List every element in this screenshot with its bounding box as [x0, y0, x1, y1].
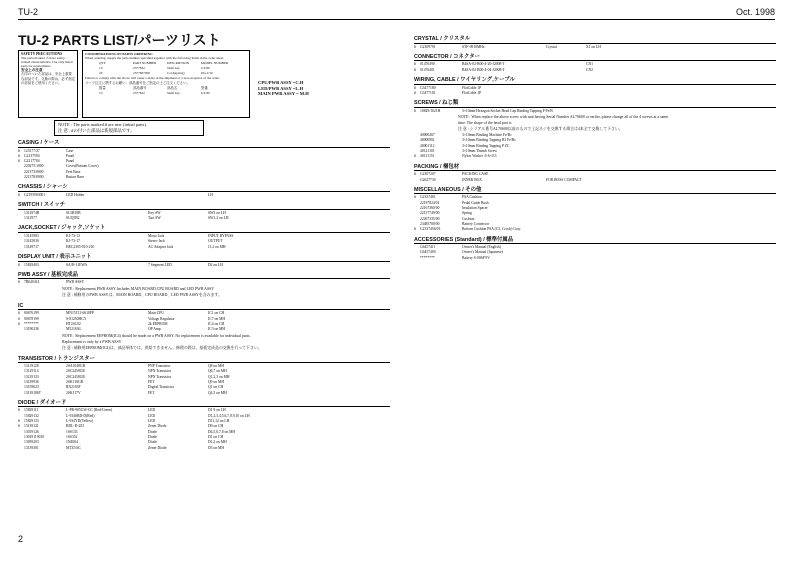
ord-cell: 10	[99, 90, 103, 95]
parts-cell: FOR BOSS COMPACT	[546, 177, 582, 182]
parts-cell: RDL-D-2EI	[66, 424, 84, 429]
parts-cell: ********	[420, 255, 435, 260]
section-gap	[18, 396, 390, 398]
parts-cell: 40001112	[420, 143, 435, 148]
section-heading: TRANSISTOR / トランジスター	[18, 356, 390, 364]
parts-cell: SA39-11EWA	[66, 262, 88, 267]
parts-cell: 15829132	[24, 413, 39, 418]
parts-cell: Spring	[462, 211, 472, 216]
parts-cell: 2SC2458GR	[66, 369, 85, 374]
section-gap	[18, 352, 390, 354]
ordering-example-jp	[99, 91, 247, 95]
parts-row	[18, 446, 390, 451]
parts-cell: Digital Transistor	[148, 385, 174, 390]
parts-row	[18, 263, 390, 268]
safety-heading: SAFETY PRECAUTIONS	[21, 52, 63, 56]
parts-cell: IC1 on CH	[208, 311, 225, 316]
parts-cell: LED	[148, 413, 156, 418]
left-parts-list	[18, 140, 390, 453]
parts-cell: 40000901	[420, 138, 435, 143]
section-note-jp: 注 意 : 補修用のPWB ASSYは、MAIN BOARD、CPU BOARD、LED PWB ASSYを含みます。	[62, 292, 222, 297]
parts-cell: G2195903001	[24, 192, 46, 197]
parts-cell: Mono Jack	[148, 234, 165, 239]
parts-row	[414, 91, 776, 96]
parts-cell: 2SK118GR	[66, 379, 84, 384]
ord-cell: 2377632	[133, 66, 145, 71]
parts-cell: LED	[148, 419, 156, 424]
parts-cell: Panel	[66, 159, 75, 164]
parts-cell: Bottom Cushion PSA (C5, Crock) Gray	[462, 227, 521, 232]
parts-cell: G3477180	[420, 85, 436, 90]
parts-cell: MN15151-6610FP	[66, 311, 94, 316]
ord-cell: GT-80	[201, 66, 210, 71]
parts-cell: #	[18, 148, 20, 153]
parts-cell: Voltage Regulator	[148, 316, 175, 321]
section-note-en: NOTE : When replace the above screw with unit having Serial Number AL70600 or earlier, please change all of the 4 screws at a same	[458, 115, 669, 120]
ordering-cols-jp	[99, 86, 247, 90]
parts-cell: NPN Transistor	[148, 374, 172, 379]
section-gap	[18, 250, 390, 252]
parts-cell: FlatCable 1P	[462, 85, 482, 90]
parts-cell: HT24C02	[66, 321, 81, 326]
notice-jp: 注 意 : #の付いた部品は新規部品です。	[58, 128, 135, 133]
parts-cell: 15829133	[24, 419, 39, 424]
section-note-en: NOTE : Replacement EEPROM(IC4) should be made on a PWB ASSY. No replacement is available for individual parts.	[62, 333, 251, 338]
parts-cell: Key SW	[148, 210, 161, 215]
parts-cell: 2SC2458GR	[66, 374, 85, 379]
section-gap	[414, 73, 776, 75]
parts-cell: G2307207	[420, 172, 436, 177]
parts-cell: Insulation Spacer	[462, 206, 488, 211]
parts-cell: 13039203	[24, 440, 39, 445]
parts-cell: 15829111	[24, 408, 39, 413]
parts-cell: AC Adaptor Jack	[148, 244, 174, 249]
parts-cell: INPUT BYPASS	[208, 234, 234, 239]
ordering-note-en: Failure to comply with the above will cause a delay in the shipment or a non-reception of the order.	[85, 76, 220, 81]
section-heading: SWITCH / スイッチ	[18, 202, 390, 210]
parts-cell: Feet Base	[66, 169, 81, 174]
parts-cell: Q1,2,3 on MH	[208, 374, 230, 379]
parts-cell: #	[414, 62, 416, 67]
parts-cell: MTZ5.6C	[66, 445, 81, 450]
assy-line: CPU/PWB ASSY =C.H	[258, 80, 304, 85]
parts-cell: IC3 on MH	[208, 327, 226, 332]
parts-cell: Cover(Bottom Cover)	[66, 164, 99, 169]
parts-cell: 2SA1048GR	[66, 364, 86, 369]
parts-row	[414, 227, 776, 232]
section-gap	[414, 183, 776, 185]
parts-cell: #	[18, 419, 20, 424]
header-date: Oct. 1998	[735, 7, 775, 17]
section-heading: CHASSIS / シャーシ	[18, 184, 390, 192]
safety-text-jp: ⚠印のついた部品は、安全上重要な部品です。交換の際は、必ず指定の部品をご使用ください。	[21, 72, 75, 85]
section-heading: ACCESSORIES (Standard) / 標準付属品	[414, 237, 776, 245]
parts-cell: D1,2,3,4,5,6,7,8,9,10 on LH	[208, 413, 250, 418]
parts-cell: D2 on LH	[208, 262, 223, 267]
parts-cell: IC4 on CH	[208, 321, 225, 326]
parts-cell: 13129114	[24, 369, 39, 374]
parts-row	[414, 256, 776, 261]
parts-cell: OP Amp	[148, 327, 161, 332]
ord-cell: 20	[99, 71, 103, 76]
page-title: TU-2 PARTS LIST/パーツリスト	[18, 32, 221, 48]
parts-cell: #	[18, 159, 20, 164]
parts-cell: #	[414, 154, 416, 159]
parts-cell: Stereo Jack	[148, 239, 165, 244]
parts-cell: 2SK117V	[66, 390, 81, 395]
parts-cell: 22167360/00	[420, 206, 440, 211]
parts-cell: 221378/0000	[24, 175, 44, 180]
section-note-en: NOTE : Replacement PWB ASSY Includes MAIN BOARD,CPU BOARD and LED PWB ASSY	[62, 286, 215, 291]
section-heading: CASING / ケース	[18, 140, 390, 148]
ord-cell: GT-80	[201, 90, 210, 95]
ord-col: 型番	[201, 85, 208, 90]
ordering-text-en: When ordering, supply the parts number specified together with the following items in the order sheet.	[85, 56, 225, 61]
parts-cell: 13159623	[24, 385, 39, 390]
parts-cell: Q6,7 on MH	[208, 369, 227, 374]
ord-cell: Shaft key	[167, 90, 180, 95]
parts-cell: #	[18, 262, 20, 267]
parts-cell: STF-0910MHz	[462, 44, 485, 49]
parts-cell: 00678199	[24, 316, 39, 321]
parts-cell: 1312977	[24, 216, 37, 221]
parts-cell: NPN Transistor	[148, 369, 172, 374]
parts-cell: #	[414, 90, 416, 95]
parts-cell: #	[18, 424, 20, 429]
parts-cell: 13145983	[24, 234, 39, 239]
safety-precautions-box	[18, 50, 78, 118]
parts-cell: #	[18, 408, 20, 413]
ord-cell: Cord(spring)	[167, 71, 185, 76]
parts-cell: 221373/0000	[24, 169, 44, 174]
parts-cell: 1312974B	[24, 210, 40, 215]
parts-cell: 1SS352	[66, 434, 78, 439]
ord-col: PART NUMBER	[133, 61, 157, 66]
parts-cell: 40000267	[420, 133, 435, 138]
parts-ordering-box	[82, 50, 250, 118]
parts-cell: 13129133	[24, 374, 39, 379]
parts-cell: Pedal Guide Bush	[462, 200, 489, 205]
ord-col: 数量	[99, 85, 106, 90]
parts-cell: B4SA-02-B00-4-04-J2008-T	[462, 67, 505, 72]
ordering-example2-en	[99, 71, 247, 75]
safety-text-en: The parts marked ⚠ have safety-related characteristics. Use only listed parts for replacement.	[21, 56, 73, 69]
parts-cell: Diode	[148, 440, 158, 445]
parts-cell: D1 9 on LH	[208, 408, 226, 413]
parts-cell: #	[414, 227, 416, 232]
parts-cell: Zener Diode	[148, 424, 167, 429]
parts-cell: 22157749/00	[420, 211, 440, 216]
parts-cell: G3477181	[420, 90, 436, 95]
parts-cell: 13145830	[24, 239, 39, 244]
parts-cell: #	[18, 321, 20, 326]
parts-cell: 15139121	[24, 424, 39, 429]
parts-cell: Battery S-006P 9V	[462, 255, 490, 260]
parts-cell: OUTPUT	[208, 239, 223, 244]
parts-cell: 22197824/01	[420, 200, 440, 205]
parts-cell: LED Holder	[66, 192, 85, 197]
parts-cell: LH	[208, 192, 213, 197]
parts-cell: 2k EEPROM	[148, 321, 168, 326]
parts-cell: SW1,2 on LH	[208, 216, 229, 221]
parts-cell: D11,12 on LH	[208, 419, 230, 424]
ord-cell: 2377607000	[133, 71, 150, 76]
parts-cell: G2137594	[24, 153, 40, 158]
parts-cell: 3×10mm Binding Tapping P ZC	[462, 143, 510, 148]
parts-cell: Panel	[66, 153, 75, 158]
ord-col: 部品番号	[133, 85, 147, 90]
parts-cell: Nylon Washer 3×6×0.3	[462, 154, 497, 159]
parts-cell: 00676199	[24, 311, 39, 316]
parts-cell: CN2	[586, 67, 593, 72]
section-gap	[18, 221, 390, 223]
parts-cell: Q9 on MH	[208, 379, 224, 384]
parts-cell: D9 on CH	[208, 424, 224, 429]
parts-cell: Crystal	[546, 44, 557, 49]
section-heading: JACK,SOCKET / ジャック,ソケット	[18, 225, 390, 233]
parts-cell: Q4,5 on MH	[208, 390, 227, 395]
parts-cell: 40121101	[420, 149, 435, 154]
pwb-assy-legend	[258, 80, 309, 97]
parts-row	[414, 45, 776, 50]
parts-cell: 220275/1000	[24, 164, 44, 169]
parts-cell: FET	[148, 390, 155, 395]
parts-cell: 1N4004	[66, 440, 78, 445]
parts-cell: Q8 on MH	[208, 364, 224, 369]
ord-col: QTY	[99, 61, 106, 66]
parts-row	[414, 68, 776, 73]
ord-cell: 10	[99, 66, 103, 71]
parts-cell: IC7 on MH	[208, 316, 226, 321]
parts-row	[18, 175, 390, 180]
page-header	[18, 6, 775, 20]
parts-row	[18, 327, 390, 332]
section-heading: CRYSTAL / クリスタル	[414, 36, 776, 44]
parts-cell: KJ-73-17	[66, 239, 80, 244]
parts-cell: RN2103F	[66, 385, 81, 390]
parts-cell: 3×10mm Binding Machine Fe/Bc	[462, 133, 512, 138]
section-heading: IC	[18, 303, 390, 311]
parts-cell: 3×10mm Thumb Screw	[462, 149, 497, 154]
parts-row	[18, 280, 390, 285]
section-note-jp: 注 意 : 補修用EEPROM(IC4)は、部品単体では、供給できません。修理の際は、基板完成品の交換を行って下さい。	[62, 345, 262, 350]
section-note-en: Replacement is only by a PWB ASSY	[62, 339, 122, 344]
parts-cell: 7 Segment LED	[148, 262, 172, 267]
parts-cell: G2217704	[24, 159, 40, 164]
section-heading: SCREWS / ねじ類	[414, 100, 776, 108]
parts-cell: FlatCable 1P	[462, 90, 482, 95]
header-model: TU-2	[18, 7, 38, 17]
parts-cell: 13119128	[24, 364, 39, 369]
parts-cell: SU4818B	[66, 210, 81, 215]
parts-cell: G2337461	[420, 195, 436, 200]
parts-cell: D1 on CH	[208, 434, 224, 439]
parts-cell: #	[414, 108, 416, 113]
parts-cell: 23485700/00	[420, 221, 440, 226]
section-note-jp: 注 意 : シリアル番号AL70600以前のもので上記ネジを交換する場合は4本全て交換して下さい。	[458, 127, 623, 132]
section-heading: WIRING, CABLE / ワイヤリング,ケーブル	[414, 77, 776, 85]
parts-cell: Main CPU	[148, 311, 164, 316]
parts-cell: 13019119010	[24, 434, 45, 439]
parts-cell: S-81250HGY	[66, 316, 87, 321]
section-gap	[18, 180, 390, 182]
parts-cell: 13019126	[24, 429, 39, 434]
parts-cell: PSA Cushion	[462, 195, 482, 200]
parts-cell: 10829/1621H	[420, 108, 441, 113]
parts-cell: LED	[148, 408, 156, 413]
section-gap	[414, 233, 776, 235]
parts-row	[18, 391, 390, 396]
parts-row	[414, 178, 776, 183]
top-boxes	[18, 50, 390, 120]
parts-cell: Owner's Manual (Japanese)	[462, 250, 503, 255]
parts-cell: M5218AL	[66, 327, 82, 332]
parts-cell: 123177/27	[24, 148, 40, 153]
parts-cell: 22267335/00	[420, 216, 440, 221]
parts-cell: 13139186T	[24, 390, 42, 395]
ord-col: 部品名	[167, 85, 178, 90]
parts-cell: 7B040414	[24, 280, 40, 285]
section-gap	[414, 160, 776, 162]
parts-row	[18, 216, 390, 221]
ord-cell: Shaft key	[167, 66, 180, 71]
parts-cell: PNP Transistor	[148, 364, 171, 369]
parts-cell: X1 on LH	[586, 44, 601, 49]
parts-row	[18, 193, 390, 198]
parts-cell: L-934YD(Yellow)	[66, 419, 94, 424]
parts-cell: 13149717	[24, 244, 39, 249]
section-note-en: time. The shape of the head part is	[458, 121, 512, 126]
ord-col: DESCRIPTION	[167, 61, 190, 66]
parts-cell: Diode	[148, 429, 158, 434]
parts-cell: #	[414, 67, 416, 72]
parts-cell: Diode	[148, 434, 158, 439]
section-gap	[18, 268, 390, 270]
parts-cell: ********	[24, 321, 39, 326]
parts-cell: #	[414, 44, 416, 49]
parts-cell: G2309791	[420, 44, 436, 49]
parts-cell: 1SS133	[66, 429, 78, 434]
parts-cell: 40131151	[420, 154, 435, 159]
section-heading: DIODE / ダイオード	[18, 400, 390, 408]
assy-line: MAIN PWB ASSY = M.H	[258, 91, 309, 97]
parts-cell: CN1	[586, 62, 593, 67]
parts-cell: B4SA-02-B00-4-20-J2008-T	[462, 62, 505, 67]
parts-cell: 13139301	[24, 445, 39, 450]
parts-cell: Owner's Manual (English)	[462, 245, 501, 250]
parts-cell: #	[414, 195, 416, 200]
ordering-text-jp: パーツ注文に関するお願い：部品番号をご指定の上ご注文ください。	[85, 80, 190, 85]
parts-cell: J1,2 on MH	[208, 244, 226, 249]
section-heading: CONNECTOR / コネクター	[414, 54, 776, 62]
section-heading: DISPLAY UNIT / 表示ユニット	[18, 254, 390, 262]
parts-cell: 01476401	[420, 67, 435, 72]
parts-cell: 13139936	[24, 379, 39, 384]
section-gap	[414, 50, 776, 52]
parts-cell: Battery Connector	[462, 221, 490, 226]
ord-cell: 2377632	[133, 90, 145, 95]
section-gap	[18, 299, 390, 301]
parts-cell: INNER BOX	[462, 177, 482, 182]
parts-row	[18, 245, 390, 250]
parts-row	[414, 154, 776, 159]
right-parts-list	[414, 36, 776, 263]
parts-cell: G6457411	[420, 245, 436, 250]
parts-cell: 01476390	[420, 62, 435, 67]
section-gap	[414, 96, 776, 98]
section-gap	[18, 451, 390, 453]
parts-cell: Cushion	[462, 216, 475, 221]
parts-cell: FET	[148, 379, 155, 384]
section-heading: PACKING / 梱包材	[414, 164, 776, 172]
parts-row	[414, 109, 776, 114]
parts-cell: SW3 on LH	[208, 210, 226, 215]
parts-cell: #	[18, 316, 20, 321]
parts-cell: L-934SRD-D(Red)	[66, 413, 95, 418]
parts-cell: G2627730	[420, 177, 436, 182]
parts-cell: L-PR-905GW-CC (Red/Green)	[66, 408, 113, 413]
parts-cell: #	[18, 280, 20, 285]
parts-cell: Button Base	[66, 175, 85, 180]
ord-cell: DG-C50	[201, 71, 213, 76]
parts-cell: Q1 on CH	[208, 385, 224, 390]
parts-cell: #	[18, 311, 20, 316]
new-parts-notice	[54, 120, 204, 136]
parts-cell: D4,5,6,7,8 on MH	[208, 429, 236, 434]
parts-cell: PWB ASSY	[66, 280, 85, 285]
parts-cell: #	[18, 192, 20, 197]
ord-col: MODEL NUMBER	[201, 61, 229, 66]
ordering-heading: CONSIDERATIONS ON PARTS ORDERING	[85, 52, 153, 56]
ordering-cols-en	[99, 61, 247, 65]
parts-cell: Case	[66, 148, 74, 153]
parts-cell: 13190236	[24, 327, 39, 332]
parts-cell: G6457400	[420, 250, 436, 255]
parts-cell: #	[414, 85, 416, 90]
parts-cell: Zener Diode	[148, 445, 167, 450]
section-heading: MISCELLANEOUS / その他	[414, 187, 776, 195]
notice-en: NOTE : The parts marked # are new (initial parts).	[58, 122, 147, 127]
parts-cell: 3×10mm Hexagon Socket Head Cap Binding Tapping P Fe/B	[462, 108, 553, 113]
parts-cell: HEC2305-010-210	[66, 244, 95, 249]
safety-heading-jp: 安全上の注意	[21, 68, 43, 73]
parts-cell: KJ-73-13	[66, 234, 80, 239]
ordering-example-en	[99, 66, 247, 70]
assy-line: LED/PWB ASSY =L.H	[258, 85, 304, 91]
parts-cell: #	[18, 153, 20, 158]
parts-cell: SUQ5B2	[66, 216, 80, 221]
page-number: 2	[18, 534, 24, 544]
right-column	[414, 34, 776, 263]
parts-cell: 3×10mm Binding Tapping B1 Fe/Bc	[462, 138, 516, 143]
parts-cell: D1,2 on MH	[208, 440, 227, 445]
parts-cell: D3 on MH	[208, 445, 224, 450]
parts-cell: PACKING CASE	[462, 172, 489, 177]
section-gap	[18, 198, 390, 200]
parts-cell: G2337456/03	[420, 227, 441, 232]
parts-cell: #	[414, 172, 416, 177]
section-heading: PWB ASSY / 基板完成品	[18, 272, 390, 280]
left-column	[18, 30, 390, 453]
parts-cell: 15829403	[24, 262, 39, 267]
section-gap	[414, 261, 776, 263]
parts-cell: Tact SW	[148, 216, 161, 221]
